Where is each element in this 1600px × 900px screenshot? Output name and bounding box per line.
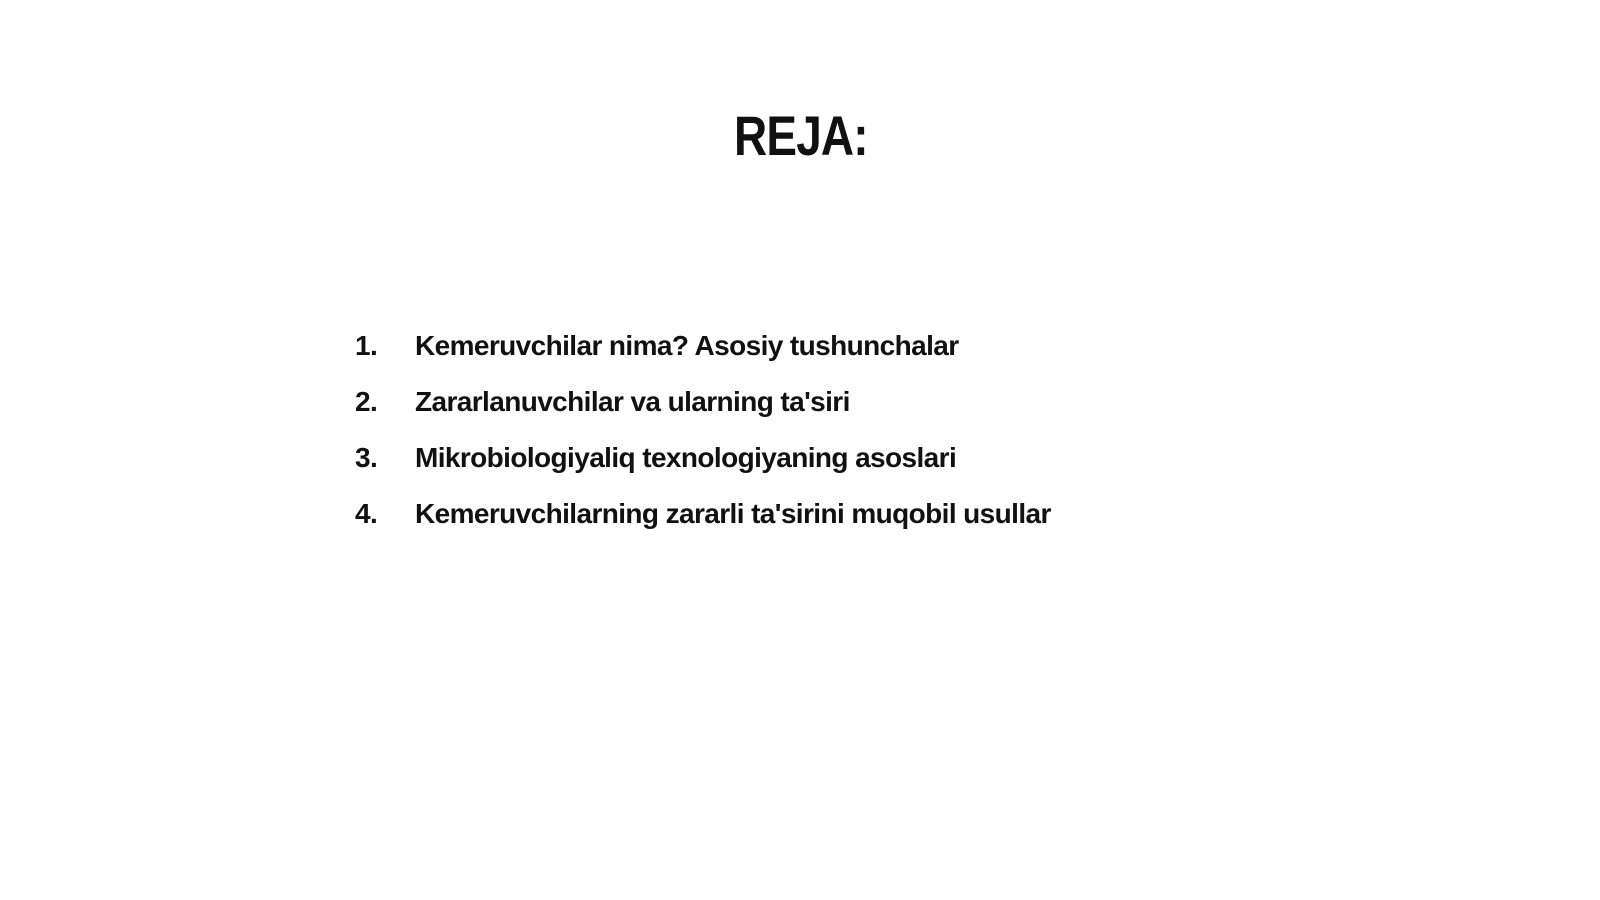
list-item-text: Mikrobiologiyaliq texnologiyaning asoslari — [415, 442, 957, 473]
list-item — [355, 384, 1051, 440]
slide-title: REJA: — [734, 104, 868, 167]
list-item-text: Kemeruvchilar nima? Asosiy tushunchalar — [415, 330, 959, 361]
list-item-number: 3. — [355, 442, 378, 473]
list-item-number: 2. — [355, 386, 378, 417]
plan-list — [355, 328, 1051, 552]
list-item — [355, 440, 1051, 496]
list-item-number: 1. — [355, 330, 378, 361]
list-item-text: Zararlanuvchilar va ularning ta'siri — [415, 386, 850, 417]
list-item — [355, 328, 1051, 384]
list-item-text: Kemeruvchilarning zararli ta'sirini muqobil usullar — [415, 498, 1051, 529]
list-item — [355, 496, 1051, 552]
list-item-number: 4. — [355, 498, 378, 529]
